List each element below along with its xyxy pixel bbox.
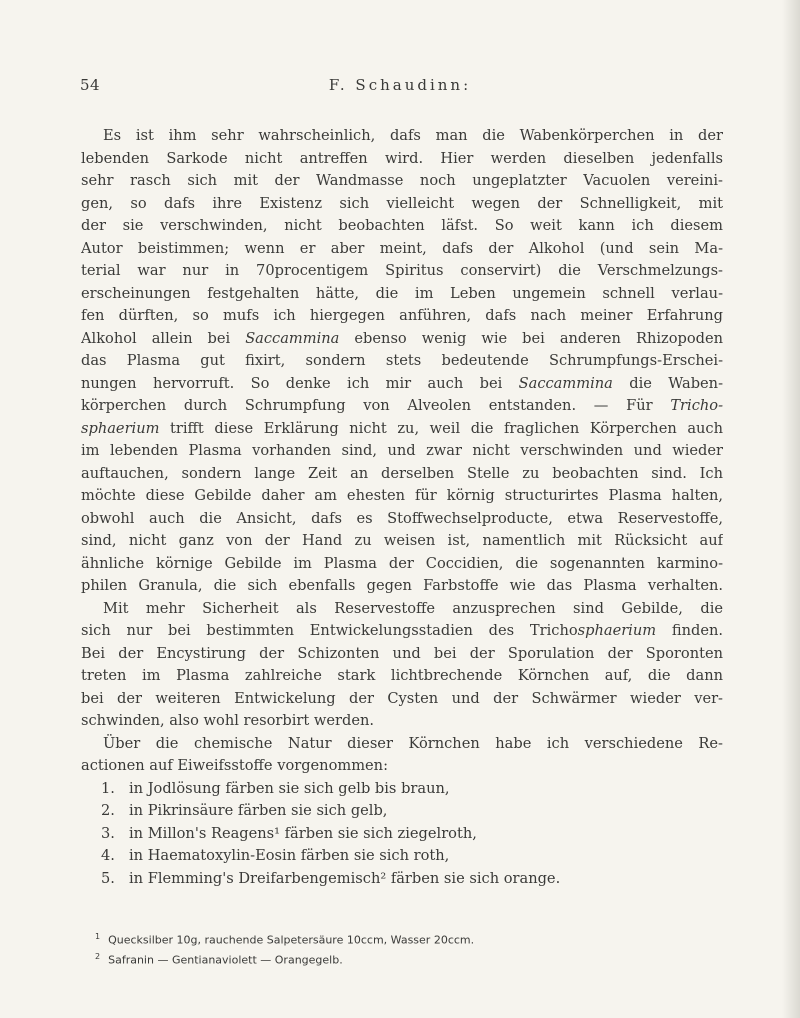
body-text <box>81 125 723 890</box>
text-line: körperchen durch Schrumpfung von Alveolen entstanden. — Für Tricho- <box>81 397 723 414</box>
text-line: Alkohol allein bei Saccammina ebenso wenig wie bei anderen Rhizopoden <box>81 329 723 347</box>
text-line: das Plasma gut fixirt, sondern stets bedeutende Schrumpfungs-Erschei- <box>81 352 723 369</box>
text-line: nungen hervorruft. So denke ich mir auch bei Saccammina die Waben- <box>81 374 723 392</box>
footnote-text: Quecksilber 10g, rauchende Salpetersäure 10ccm, Wasser 20ccm. <box>108 933 475 947</box>
list-text: in Flemming's Dreifarbengemisch² färben sie sich orange. <box>129 869 561 887</box>
list-item <box>81 800 723 823</box>
text-line: bei der weiteren Entwickelung der Cysten und der Schwärmer wieder ver- <box>81 689 723 707</box>
text-line: Autor beistimmen; wenn er aber meint, dafs der Alkohol (und sein Ma- <box>81 239 723 257</box>
text-line: terial war nur in 70procentigem Spiritus conservirt) die Verschmelzungs- <box>81 262 723 279</box>
text-line: sich nur bei bestimmten Entwickelungsstadien des Trichosphaerium finden. <box>81 622 723 639</box>
running-head: F. Schaudinn: <box>328 76 472 94</box>
text-line: sehr rasch sich mit der Wandmasse noch ungeplatzter Vacuolen vereini- <box>81 172 723 189</box>
page-number: 54 <box>80 76 101 94</box>
text-line: gen, so dafs ihre Existenz sich vielleicht wegen der Schnelligkeit, mit <box>81 194 723 212</box>
footnotes <box>95 929 715 968</box>
page-header <box>0 76 800 98</box>
text-line: sind, nicht ganz von der Hand zu weisen ist, namentlich mit Rücksicht auf <box>81 532 723 549</box>
text-line: ähnliche körnige Gebilde im Plasma der Coccidien, die sogenannten karmino- <box>81 554 723 572</box>
text-line: lebenden Sarkode nicht antreffen wird. Hier werden dieselben jedenfalls <box>81 149 723 167</box>
footnote-text: Safranin — Gentianaviolett — Orangegelb. <box>108 953 343 967</box>
text-line: obwohl auch die Ansicht, dafs es Stoffwechselproducte, etwa Reservestoffe, <box>81 509 723 527</box>
list-item <box>81 845 723 868</box>
text-line: Bei der Encystirung der Schizonten und bei der Sporulation der Sporonten <box>81 644 723 662</box>
list-number: 1. <box>101 779 115 797</box>
footnote-mark: 2 <box>95 951 101 961</box>
text-line: schwinden, also wohl resorbirt werden. <box>81 712 375 729</box>
list-item <box>81 823 723 846</box>
text-line: philen Granula, die sich ebenfalls gegen Farbstoffe wie das Plasma verhalten. <box>81 577 723 594</box>
text-line: treten im Plasma zahlreiche stark lichtbrechende Körnchen auf, die dann <box>81 667 723 684</box>
footnote <box>95 949 715 969</box>
text-line: Über die chemische Natur dieser Körnchen habe ich verschiedene Re- <box>103 734 723 752</box>
page-edge-shadow <box>782 0 800 1018</box>
list-text: in Millon's Reagens¹ färben sie sich ziegelroth, <box>129 824 477 842</box>
text-line: actionen auf Eiweifsstoffe vorgenommen: <box>81 757 388 774</box>
list-text: in Pikrinsäure färben sie sich gelb, <box>129 802 388 819</box>
text-line: erscheinungen festgehalten hätte, die im Leben ungemein schnell verlau- <box>81 284 723 302</box>
list-text: in Haematoxylin-Eosin färben sie sich roth, <box>129 847 450 864</box>
list-number: 2. <box>101 802 115 819</box>
footnote <box>95 929 715 949</box>
text-line: auftauchen, sondern lange Zeit an derselben Stelle zu beobachten sind. Ich <box>81 464 723 482</box>
text-line: im lebenden Plasma vorhanden sind, und zwar nicht verschwinden und wieder <box>81 442 723 459</box>
list-number: 4. <box>101 847 115 864</box>
text-line: der sie verschwinden, nicht beobachten läfst. So weit kann ich diesem <box>81 217 723 234</box>
text-line: Mit mehr Sicherheit als Reservestoffe anzusprechen sind Gebilde, die <box>103 599 723 617</box>
list-item <box>81 778 723 801</box>
list-item <box>81 868 723 891</box>
list-number: 3. <box>101 824 115 842</box>
reaction-list <box>81 778 723 891</box>
text-line: fen dürften, so mufs ich hiergegen anführen, dafs nach meiner Erfahrung <box>81 307 723 324</box>
list-number: 5. <box>101 869 115 887</box>
footnote-mark: 1 <box>95 932 101 941</box>
text-line: Es ist ihm sehr wahrscheinlich, dafs man die Wabenkörperchen in der <box>103 127 723 144</box>
text-line: sphaerium trifft diese Erklärung nicht zu, weil die fraglichen Körperchen auch <box>81 419 723 437</box>
list-text: in Jodlösung färben sie sich gelb bis braun, <box>129 779 450 797</box>
text-line: möchte diese Gebilde daher am ehesten für körnig structurirtes Plasma halten, <box>81 487 723 504</box>
